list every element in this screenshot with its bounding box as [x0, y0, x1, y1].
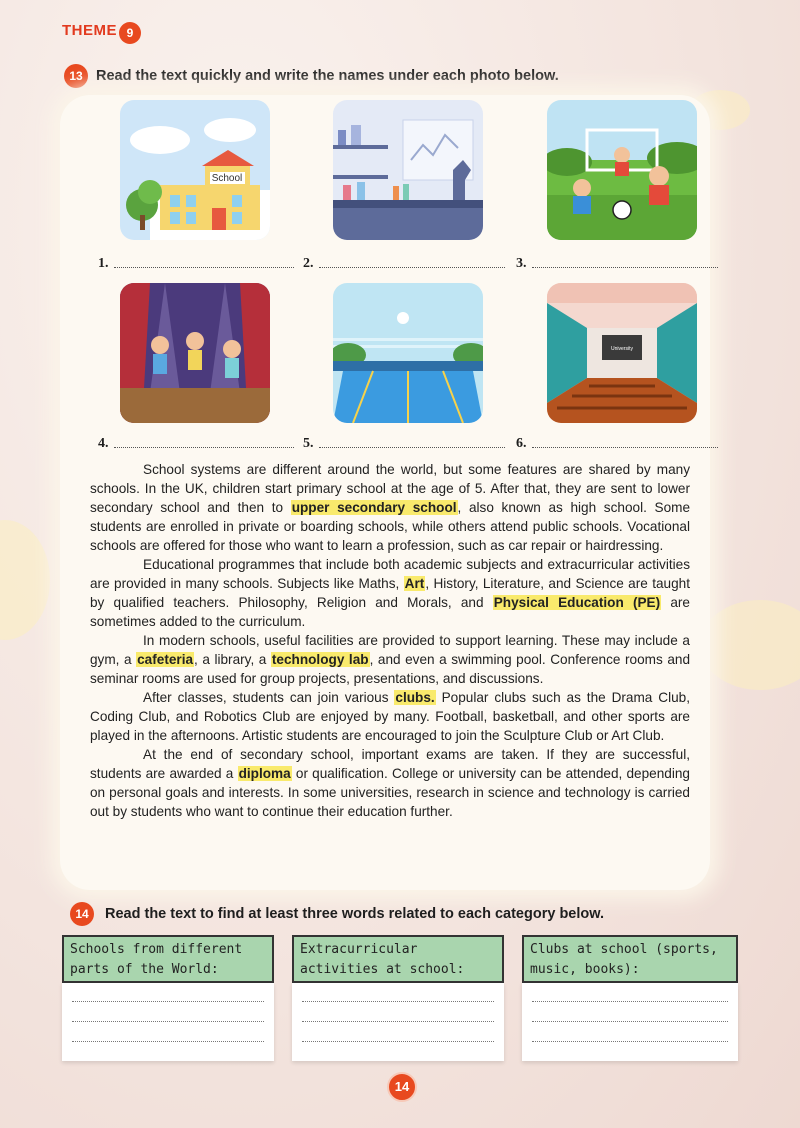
- paragraph-4: After classes, students can join various clubs. Popular clubs such as the Drama Club, Coding Club, and Robotics Club are enjoyed by many. Football, basketball, and other sports are played in the afternoons. Artistic students are encouraged to join the Sculpture Club or Art Club.: [90, 690, 690, 743]
- paragraph-3: In modern schools, useful facilities are provided to support learning. These may include a gym, a cafeteria, a library, a technology lab, and even a swimming pool. Conference rooms and seminar rooms are used for group projects, presentations, and discussions.: [90, 633, 690, 686]
- lecture-hall-icon: [547, 283, 697, 423]
- answer-label-6: 6.: [516, 436, 527, 451]
- school-sign: School: [211, 173, 243, 184]
- paragraph-5: At the end of secondary school, important exams are taken. If they are successful, students are awarded a diploma or qualification. College or university can be attended, depending on personal goals and interests. In some universities, research in science and technology is carried out by students who want to continue their education further.: [90, 747, 690, 819]
- theme-label: THEME: [62, 22, 117, 39]
- category-card-clubs-answers[interactable]: [522, 983, 738, 1061]
- highlight-upper-secondary-school: upper secondary school: [291, 500, 457, 515]
- answer-field-4[interactable]: [114, 446, 294, 448]
- answer-field-3[interactable]: [532, 266, 718, 268]
- answer-label-2: 2.: [303, 256, 314, 271]
- category-card-clubs-title: Clubs at school (sports, music, books):: [522, 935, 738, 983]
- question-13-badge: 13: [64, 64, 88, 88]
- school-building-icon: [120, 100, 270, 240]
- page-number: 14: [387, 1072, 417, 1102]
- paragraph-2: Educational programmes that include both academic subjects and extracurricular activities are provided in many schools. Subjects like Maths, Art, History, Literature, and Science are taught by qualified teachers. Philosophy, Religion and Morals, and Physical Education (PE) are sometimes added to the curriculum.: [90, 557, 690, 629]
- category-card-schools-title: Schools from different parts of the World:: [62, 935, 274, 983]
- question-13-instruction: Read the text quickly and write the names under each photo below.: [96, 68, 559, 84]
- theme-number-badge: 9: [119, 22, 141, 44]
- answer-label-5: 5.: [303, 436, 314, 451]
- decor-blob: [700, 600, 800, 690]
- highlight-technology-lab: technology lab: [271, 652, 369, 667]
- decor-blob: [0, 520, 50, 640]
- highlight-art: Art: [404, 576, 425, 591]
- question-14-instruction: Read the text to find at least three words related to each category below.: [105, 906, 605, 922]
- paragraph-1: School systems are different around the world, but some features are shared by many schools. In the UK, children start primary school at the age of 5. After that, they are sent to lower secondary school and then to upper secondary school, also known as high school. Some students are enrolled in private or boarding schools, while others attend public schools. Vocational schools are offered for those who want to learn a profession, such as car repair or hairdressing.: [90, 462, 691, 553]
- answer-label-1: 1.: [98, 256, 109, 271]
- highlight-cafeteria: cafeteria: [137, 652, 194, 667]
- highlight-physical-education: Physical Education (PE): [493, 595, 661, 610]
- answer-field-5[interactable]: [319, 446, 505, 448]
- category-card-extracurricular-answers[interactable]: [292, 983, 504, 1061]
- answer-field-1[interactable]: [114, 266, 294, 268]
- category-card-extracurricular-title: Extracurricular activities at school:: [292, 935, 504, 983]
- answer-field-6[interactable]: [532, 446, 718, 448]
- university-sign: University: [611, 346, 633, 352]
- highlight-diploma: diploma: [238, 766, 291, 781]
- question-14-badge: 14: [70, 902, 94, 926]
- category-card-schools-answers[interactable]: [62, 983, 274, 1061]
- swimming-pool-icon: [333, 283, 483, 423]
- answer-label-3: 3.: [516, 256, 527, 271]
- science-lab-icon: [333, 100, 483, 240]
- football-kids-icon: [547, 100, 697, 240]
- reading-text: [90, 460, 690, 821]
- highlight-clubs: clubs.: [395, 690, 435, 705]
- answer-field-2[interactable]: [319, 266, 505, 268]
- drama-stage-icon: [120, 283, 270, 423]
- answer-label-4: 4.: [98, 436, 109, 451]
